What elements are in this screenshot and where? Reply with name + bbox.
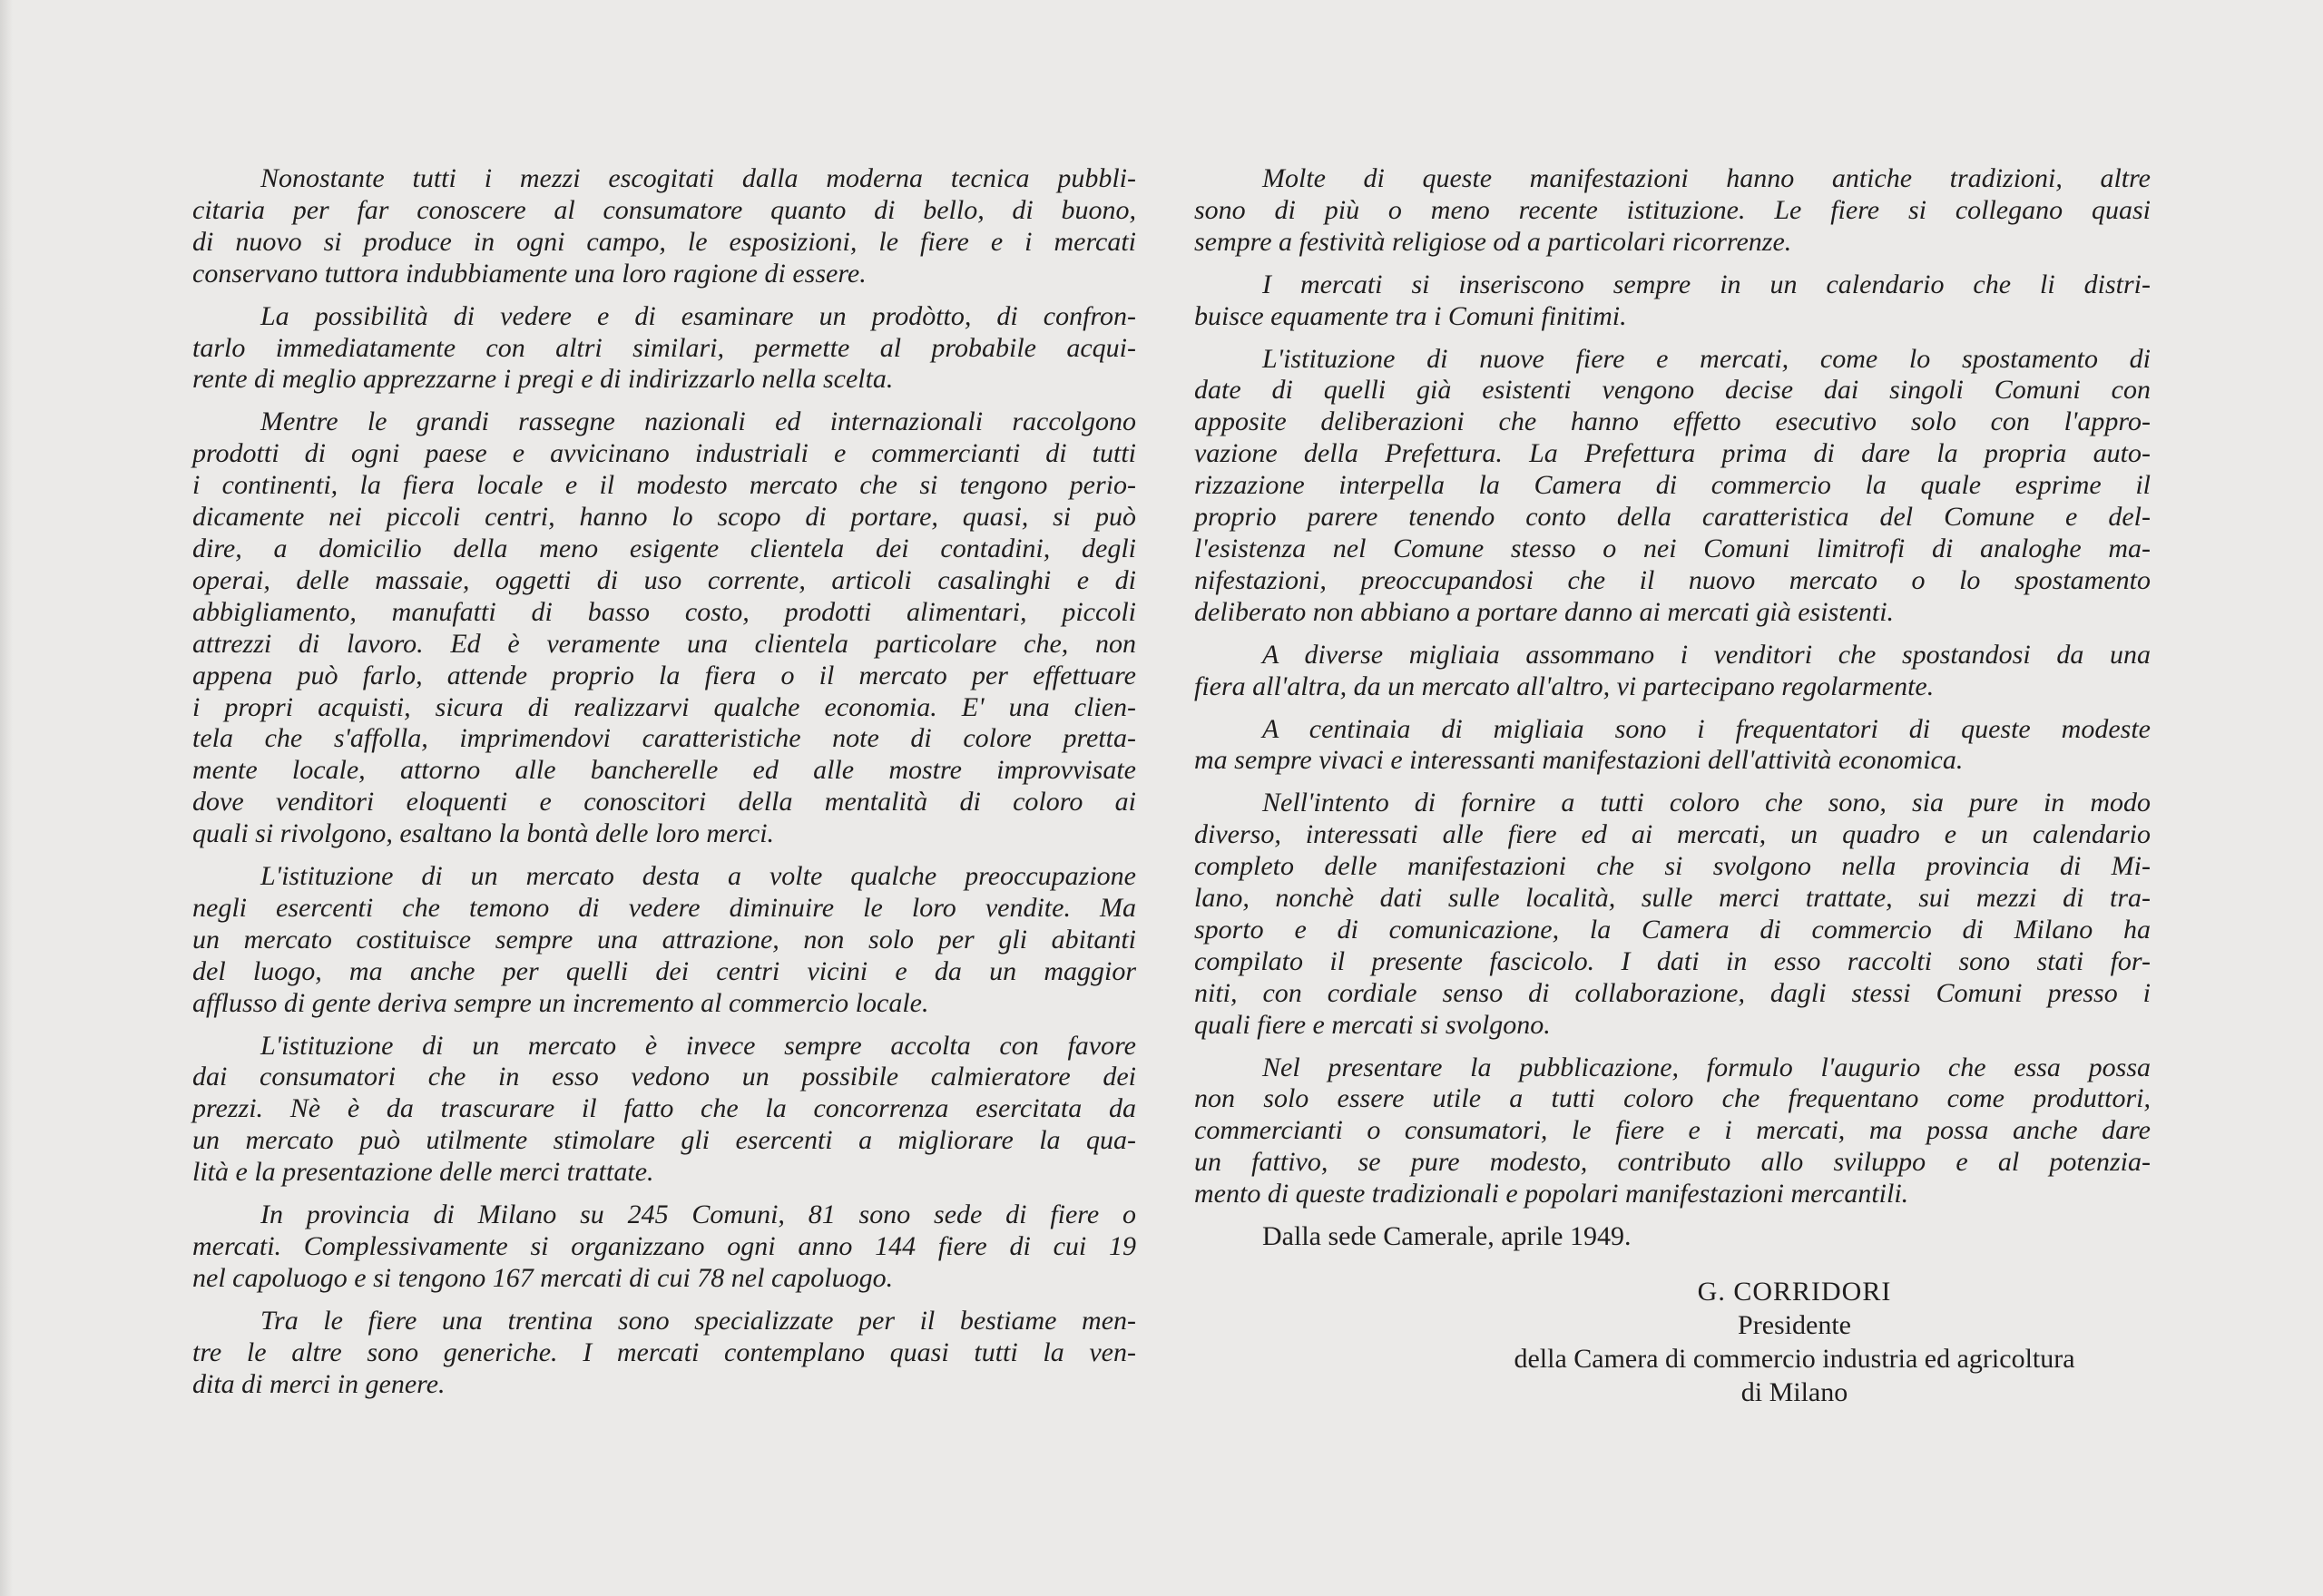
text-line: I mercati si inseriscono sempre in un calendario che li distri- (1262, 269, 2151, 299)
text-line: i propri acquisti, sicura di realizzarvi qualche economia. E' una clien- (192, 691, 1136, 722)
text-line: Mentre le grandi rassegne nazionali ed internazionali raccolgono (260, 406, 1136, 437)
dateline (1194, 1221, 2151, 1253)
text-line: lità e la presentazione delle merci trattate. (192, 1157, 654, 1188)
text-line: dita di merci in genere. (192, 1368, 446, 1399)
text-line: sempre a festività religiose od a particolari ricorrenze. (1194, 226, 1792, 257)
text-line: nel capoluogo e si tengono 167 mercati di cui 78 nel capoluogo. (192, 1262, 894, 1293)
text-line: tre le altre sono generiche. I mercati contemplano quasi tutti la ven- (192, 1337, 1136, 1367)
text-line: citaria per far conoscere al consumatore quanto di bello, di buono, (192, 194, 1136, 225)
text-line: vazione della Prefettura. La Prefettura prima di dare la propria auto- (1194, 438, 2151, 469)
text-line: l'esistenza nel Comune stesso o nei Comuni limitrofi di analoghe ma- (1194, 533, 2151, 563)
text-line: compilato il presente fascicolo. I dati in esso raccolti sono stati for- (1194, 945, 2151, 976)
text-line: di nuovo si produce in ogni campo, le esposizioni, le fiere e i mercati (192, 226, 1136, 257)
text-line: del luogo, ma anche per quelli dei centri vicini e da un maggior (192, 955, 1136, 986)
text-line: prodotti di ogni paese e avvicinano industriali e commercianti di tutti (192, 438, 1136, 469)
text-line: Molte di queste manifestazioni hanno antiche tradizioni, altre (1262, 163, 2151, 193)
text-line: sono di più o meno recente istituzione. Le fiere si collegano quasi (1194, 194, 2151, 225)
signatory-organization: della Camera di commercio industria ed agricoltura (1514, 1344, 2075, 1374)
text-line: conservano tuttora indubbiamente una loro ragione di essere. (192, 258, 867, 289)
paragraph (1194, 269, 2151, 333)
text-line: non solo essere utile a tutti coloro che frequentano come produttori, (1194, 1083, 2151, 1114)
paragraph (192, 406, 1136, 850)
text-line: L'istituzione di un mercato desta a volte qualche preoccupazione (260, 861, 1136, 892)
text-line: La possibilità di vedere e di esaminare un prodòtto, di confron- (260, 300, 1136, 331)
text-line: rente di meglio apprezzarne i pregi e di indirizzarlo nella scelta. (192, 364, 894, 395)
text-line: negli esercenti che temono di vedere diminuire le loro vendite. Ma (192, 892, 1136, 923)
text-line: completo delle manifestazioni che si svolgono nella provincia di Mi- (1194, 851, 2151, 882)
text-line: sporto e di comunicazione, la Camera di commercio di Milano ha (1194, 914, 2151, 945)
paragraph (192, 1306, 1136, 1401)
signature-block (1438, 1275, 2151, 1409)
text-line: apposite deliberazioni che hanno effetto esecutivo solo con l'appro- (1194, 406, 2151, 437)
text-line: L'istituzione di nuove fiere e mercati, come lo spostamento di (1262, 343, 2151, 374)
text-line: lano, nonchè dati sulle località, sulle merci trattate, sui mezzi di tra- (1194, 883, 2151, 914)
text-line: Nonostante tutti i mezzi escogitati dalla moderna tecnica pubbli- (260, 163, 1136, 193)
text-line: nifestazioni, preoccupandosi che il nuovo mercato o lo spostamento (1194, 564, 2151, 595)
text-line: Tra le fiere una trentina sono specializzate per il bestiame men- (260, 1305, 1136, 1336)
text-line: buisce equamente tra i Comuni finitimi. (1194, 300, 1627, 331)
paragraph (1194, 640, 2151, 703)
paragraph (192, 1031, 1136, 1190)
text-line: dove venditori eloquenti e conoscitori della mentalità di coloro ai (192, 787, 1136, 818)
right-column (1194, 163, 2151, 1264)
text-line: operai, delle massaie, oggetti di uso corrente, articoli casalinghi e di (192, 564, 1136, 595)
paragraph (192, 301, 1136, 397)
text-line: rizzazione interpella la Camera di commercio la quale esprime il (1194, 470, 2151, 501)
text-line: proprio parere tenendo conto della caratteristica del Comune e del- (1194, 502, 2151, 533)
text-line: niti, con cordiale senso di collaborazione, dagli stessi Comuni presso i (1194, 977, 2151, 1008)
text-line: mente locale, attorno alle bancherelle ed alle mostre improvvisate (192, 755, 1136, 786)
paragraph (192, 861, 1136, 1020)
text-line: tela che s'affolla, imprimendovi caratteristiche note di colore pretta- (192, 723, 1136, 754)
text-line: quali fiere e mercati si svolgono. (1194, 1009, 1551, 1040)
text-line: fiera all'altra, da un mercato all'altro, vi partecipano regolarmente. (1194, 671, 1935, 701)
text-line: prezzi. Nè è da trascurare il fatto che la concorrenza esercitata da (192, 1093, 1136, 1124)
text-line: commercianti o consumatori, le fiere e i mercati, ma possa anche dare (1194, 1115, 2151, 1146)
signatory-title: Presidente (1738, 1310, 1851, 1340)
text-line: A diverse migliaia assommano i venditori che spostandosi da una (1262, 639, 2151, 670)
paragraph (192, 163, 1136, 290)
text-line: ma sempre vivaci e interessanti manifestazioni dell'attività economica. (1194, 745, 1964, 776)
text-line: quali si rivolgono, esaltano la bontà delle loro merci. (192, 818, 775, 849)
text-line: A centinaia di migliaia sono i frequentatori di queste modeste (1262, 713, 2151, 744)
paragraph (192, 1199, 1136, 1295)
text-line: mento di queste tradizionali e popolari manifestazioni mercantili. (1194, 1179, 1909, 1209)
text-line: appena può farlo, attende proprio la fiera o il mercato per effettuare (192, 660, 1136, 690)
text-line: date di quelli già esistenti vengono decise dai singoli Comuni con (1194, 375, 2151, 406)
text-line: attrezzi di lavoro. Ed è veramente una clientela particolare che, non (192, 628, 1136, 659)
paragraph (1194, 788, 2151, 1041)
text-line: dire, a domicilio della meno esigente clientela dei contadini, degli (192, 533, 1136, 563)
paragraph (1194, 1053, 2151, 1211)
text-line: tarlo immediatamente con altri similari, permette al probabile acqui- (192, 332, 1136, 363)
text-line: afflusso di gente deriva sempre un incremento al commercio locale. (192, 987, 929, 1018)
text-line: L'istituzione di un mercato è invece sempre accolta con favore (260, 1030, 1136, 1061)
text-line: un fattivo, se pure modesto, contributo allo sviluppo e al potenzia- (1194, 1147, 2151, 1178)
text-line: un mercato costituisce sempre una attrazione, non solo per gli abitanti (192, 924, 1136, 955)
text-line: Nel presentare la pubblicazione, formulo l'augurio che essa possa (1262, 1052, 2151, 1082)
paragraph (1194, 714, 2151, 778)
paragraph (1194, 163, 2151, 259)
text-line: i continenti, la fiera locale e il modesto mercato che si tengono perio- (192, 470, 1136, 501)
left-column (192, 163, 1136, 1412)
text-line: deliberato non abbiano a portare danno ai mercati già esistenti. (1194, 596, 1895, 627)
text-line: diverso, interessati alle fiere ed ai mercati, un quadro e un calendario (1194, 819, 2151, 850)
signatory-city: di Milano (1740, 1377, 1848, 1407)
text-line: abbigliamento, manufatti di basso costo, prodotti alimentari, piccoli (192, 596, 1136, 627)
text-line: dicamente nei piccoli centri, hanno lo scopo di portare, quasi, si può (192, 502, 1136, 533)
text-line: mercati. Complessivamente si organizzano ogni anno 144 fiere di cui 19 (192, 1231, 1136, 1261)
text-line: dai consumatori che in esso vedono un possibile calmieratore dei (192, 1062, 1136, 1092)
text-line: un mercato può utilmente stimolare gli esercenti a migliorare la qua- (192, 1125, 1136, 1156)
dateline-text: Dalla sede Camerale, aprile 1949. (1262, 1221, 1632, 1252)
signatory-name: G. CORRIDORI (1697, 1277, 1892, 1307)
text-line: Nell'intento di fornire a tutti coloro che sono, sia pure in modo (1262, 788, 2151, 818)
paragraph (1194, 344, 2151, 629)
text-line: In provincia di Milano su 245 Comuni, 81 sono sede di fiere o (260, 1199, 1136, 1230)
page-edge-shadow (0, 0, 13, 1596)
